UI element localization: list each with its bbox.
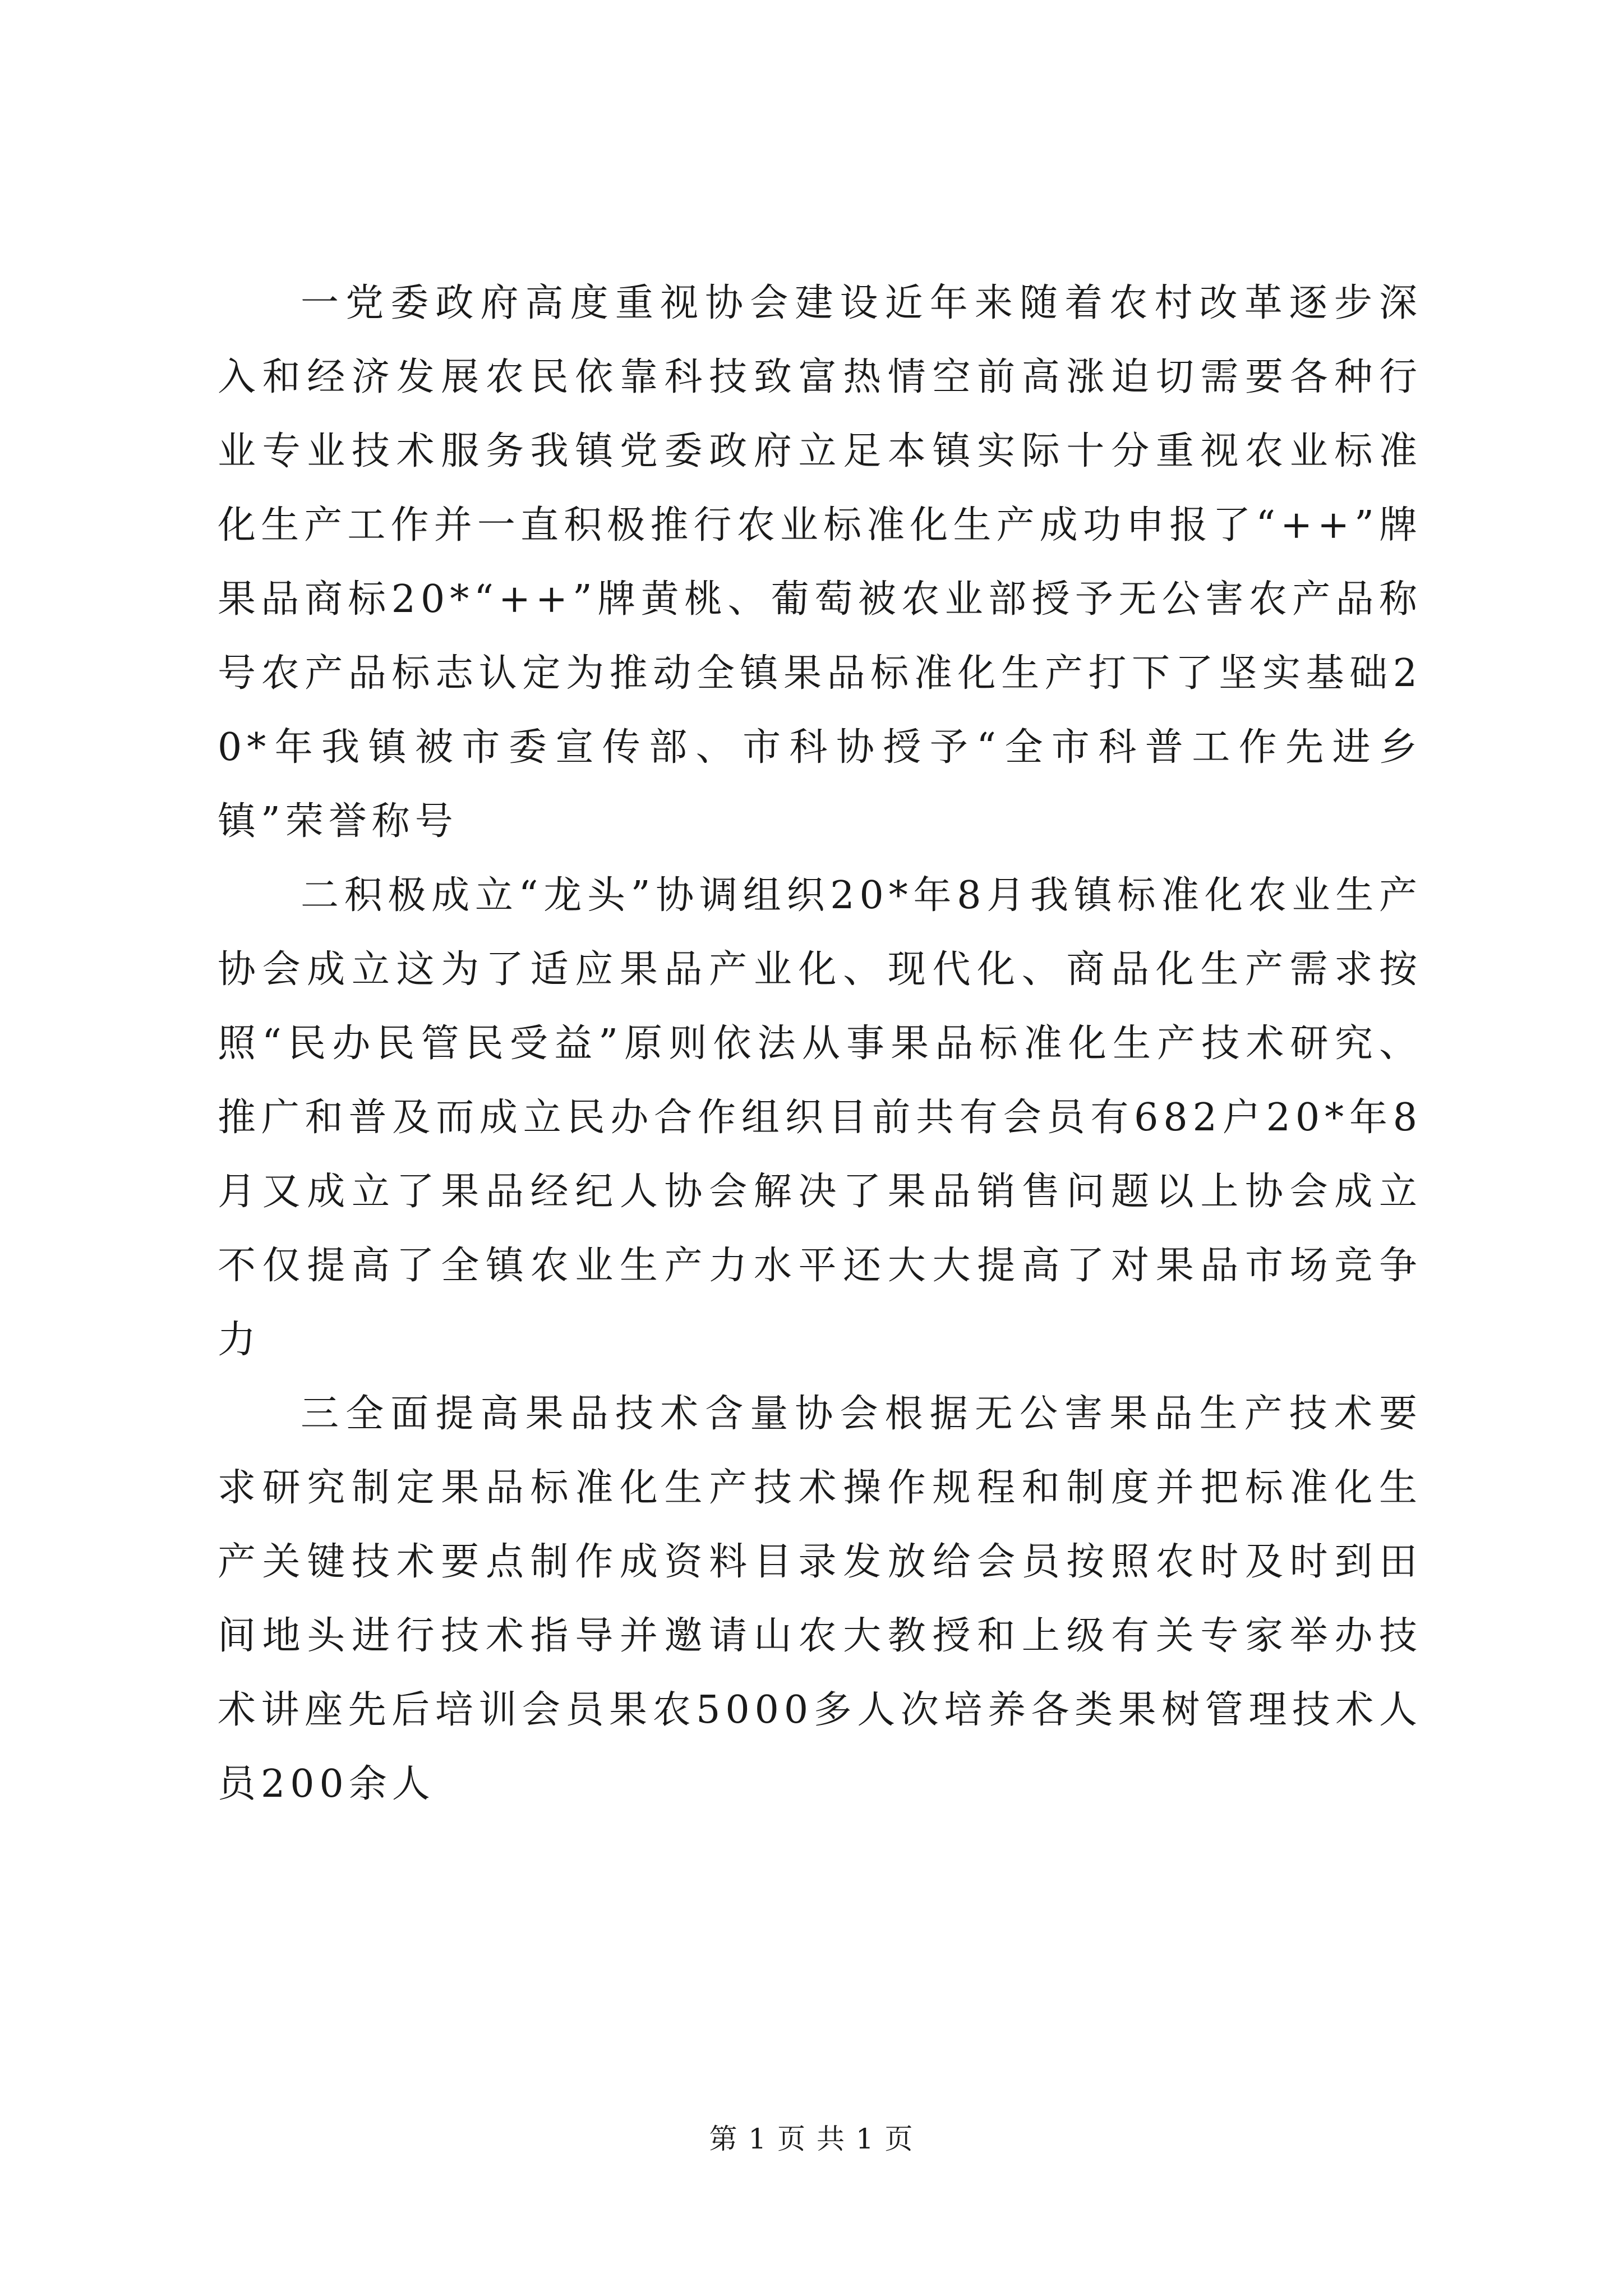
document-body <box>218 266 1422 1821</box>
paragraph-1: 一党委政府高度重视协会建设近年来随着农村改革逐步深入和经济发展农民依靠科技致富热情空前高涨迫切需要各种行业专业技术服务我镇党委政府立足本镇实际十分重视农业标准化生产工作并一直积极推行农业标准化生产成功申报了“++”牌果品商标20*“++”牌黄桃、葡萄被农业部授予无公害农产品称号农产品标志认定为推动全镇果品标准化生产打下了坚实基础20*年我镇被市委宣传部、市科协授予“全市科普工作先进乡镇”荣誉称号 <box>218 281 1422 844</box>
paragraph-3: 三全面提高果品技术含量协会根据无公害果品生产技术要求研究制定果品标准化生产技术操作规程和制度并把标准化生产关键技术要点制作成资料目录发放给会员按照农时及时到田间地头进行技术指导并邀请山农大教授和上级有关专家举办技术讲座先后培训会员果农5000多人次培养各类果树管理技术人员200余人 <box>218 1392 1422 1806</box>
paragraph-2: 二积极成立“龙头”协调组织20*年8月我镇标准化农业生产协会成立这为了适应果品产业化、现代化、商品化生产需求按照“民办民管民受益”原则依法从事果品标准化生产技术研究、推广和普及而成立民办合作组织目前共有会员有682户20*年8月又成立了果品经纪人协会解决了果品销售问题以上协会成立不仅提高了全镇农业生产力水平还大大提高了对果品市场竞争力 <box>218 873 1422 1362</box>
page-number-footer: 第 1 页 共 1 页 <box>709 2123 914 2155</box>
